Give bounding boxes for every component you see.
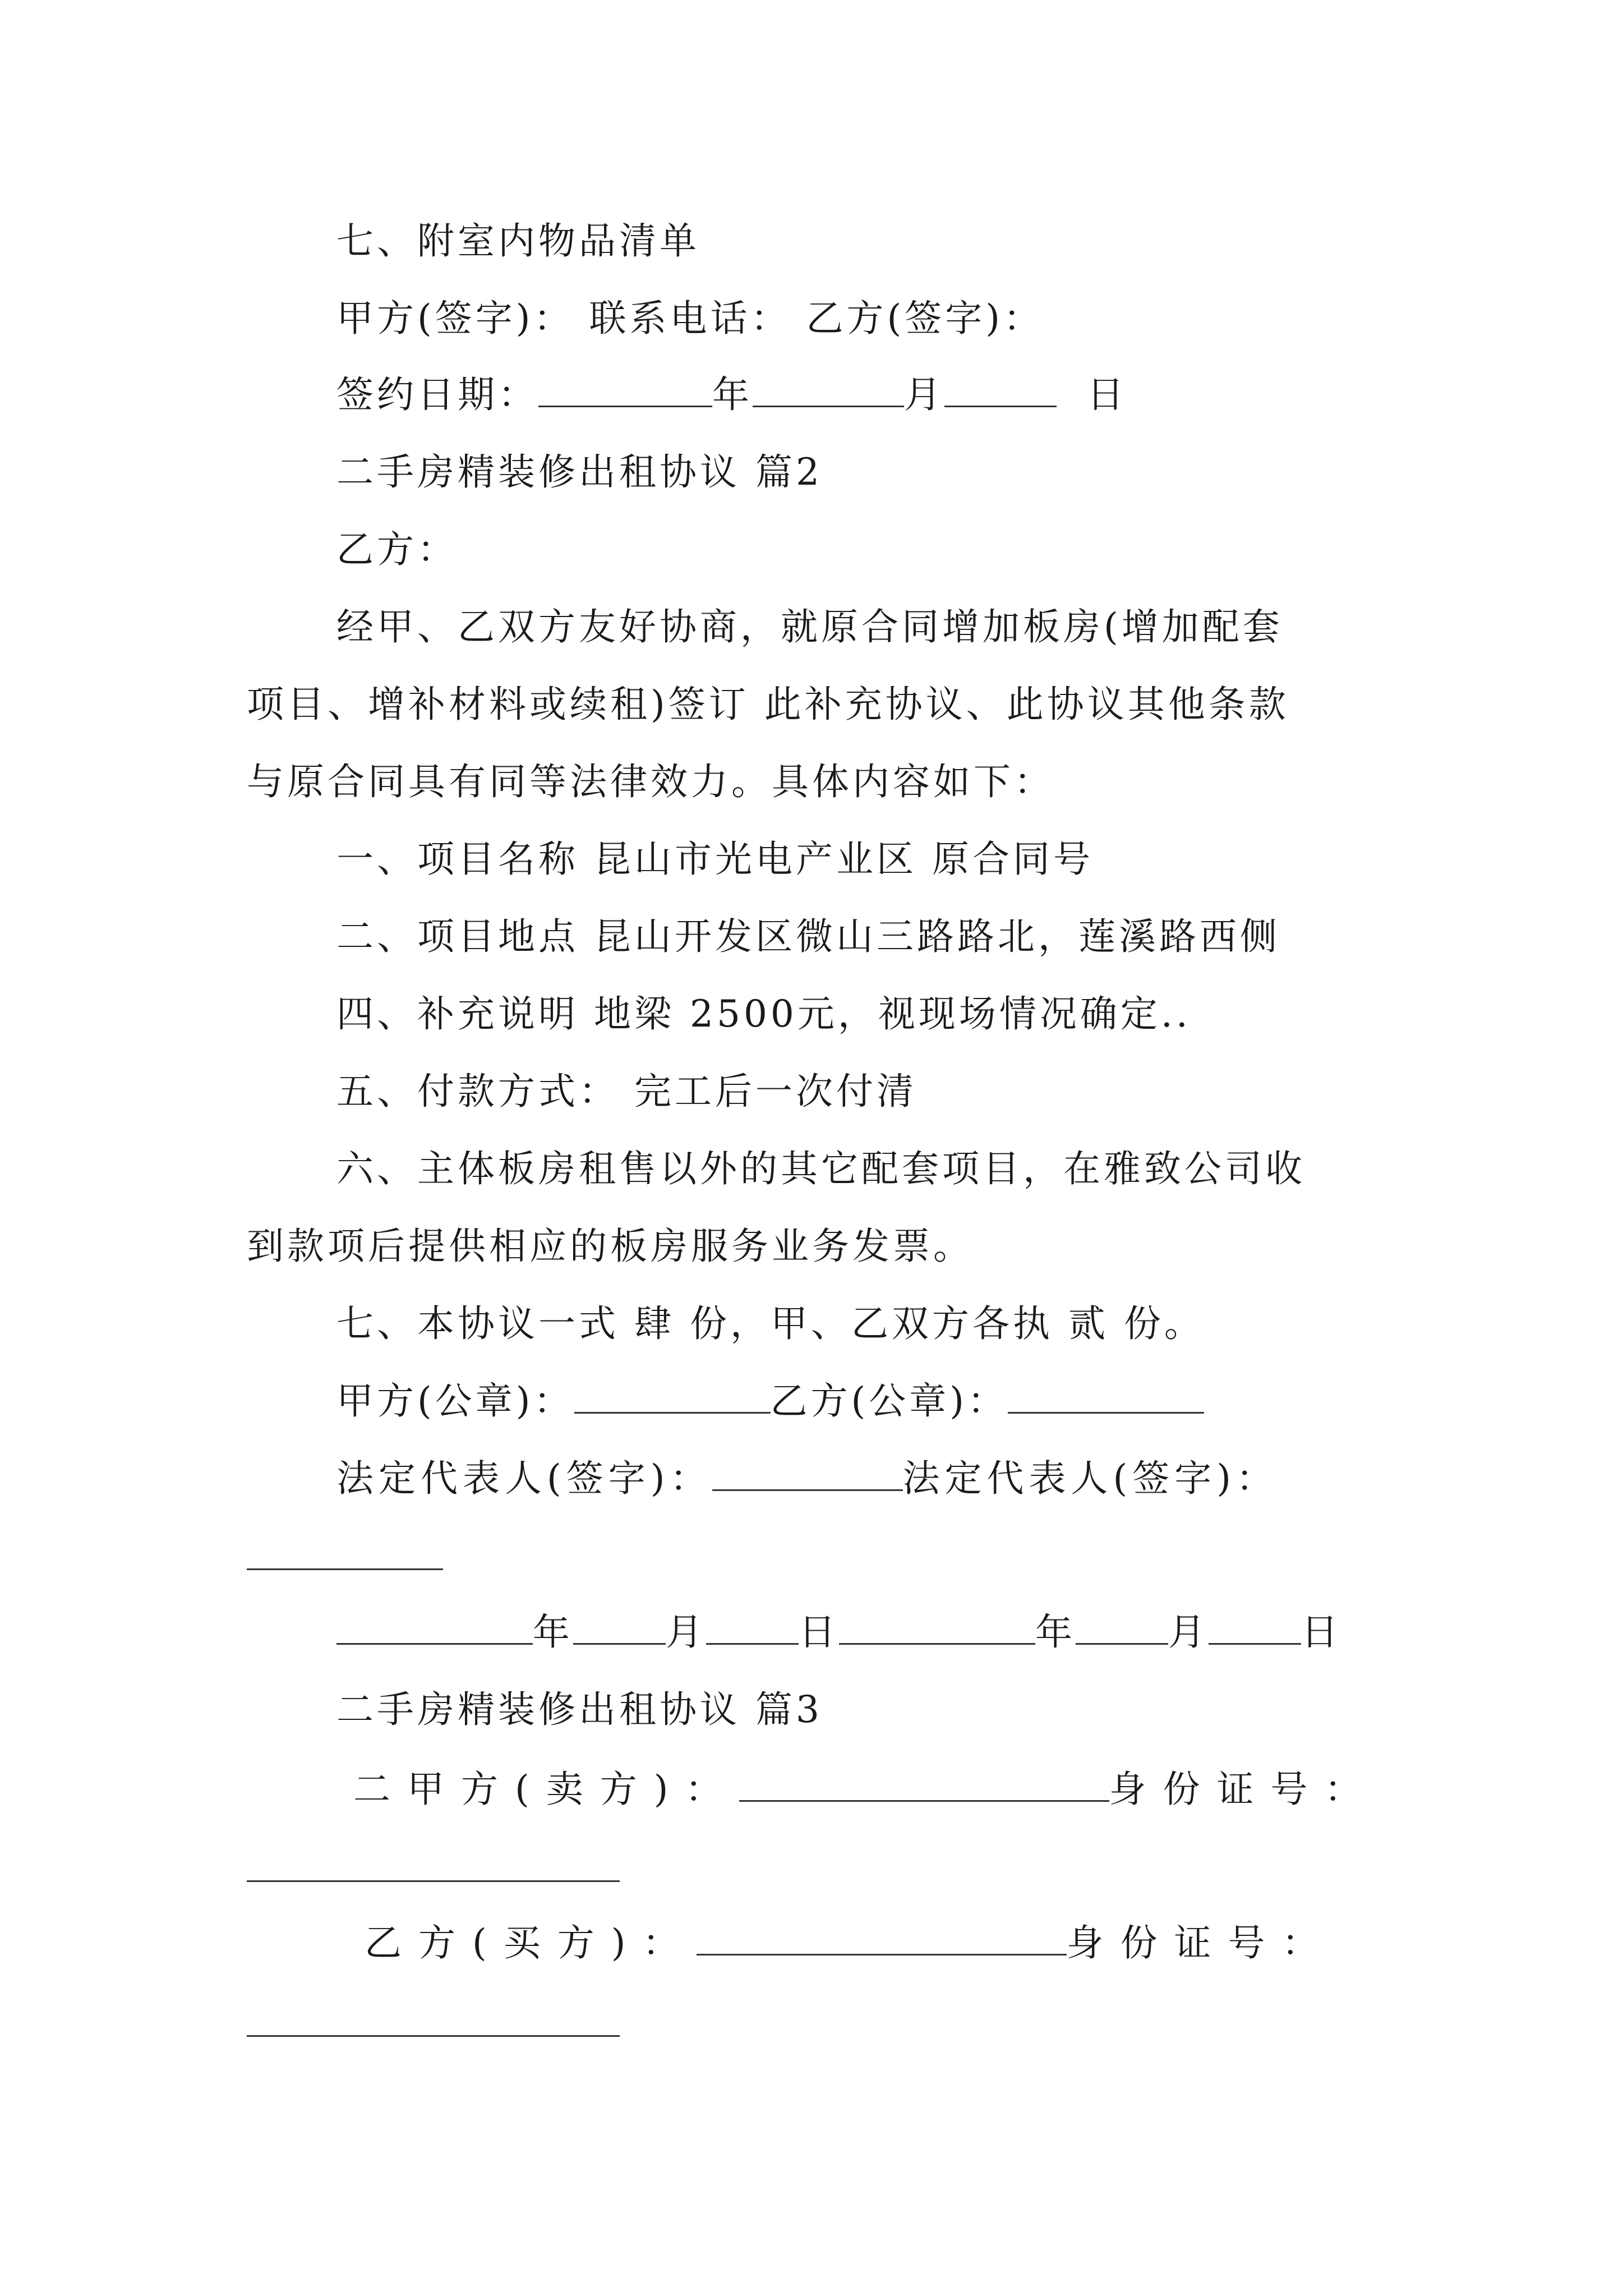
date-pair-line [336,1610,1341,1655]
item-4: 四、补充说明 地梁 2500元，视现场情况确定.. [336,992,1191,1036]
party-b-label: 乙方： [336,528,458,571]
blank-buyer-id [247,2035,620,2037]
seller-id-label: 身份证号： [1109,1768,1378,1811]
buyer-label: 乙方(买方)： [365,1921,697,1964]
seal-line [336,1379,1204,1424]
sign-date-line [336,372,1127,417]
blank-day-b [1209,1611,1301,1645]
blank-month-b [1076,1611,1168,1645]
item-2: 二、项目地点 昆山开发区微山三路路北，莲溪路西侧 [336,915,1280,958]
buyer-id-label: 身份证号： [1066,1921,1336,1964]
rep-a-label: 法定代表人(签字)： [336,1457,712,1500]
blank-rep-a [712,1457,903,1491]
paragraph-1-line-2: 项目、增补材料或续租)签订 此补充协议、此协议其他条款 [247,683,1289,726]
rep-line [336,1456,1278,1501]
blank-year-a [336,1611,533,1645]
sign-date-label: 签约日期： [336,373,538,416]
year-label-b: 年 [1035,1611,1076,1654]
seller-line [353,1767,1378,1812]
day-label: 日 [1086,373,1127,416]
paragraph-1-line-1: 经甲、乙双方友好协商，就原合同增加板房(增加配套 [336,605,1283,648]
blank-year [538,373,712,407]
signature-line: 甲方(签字)： 联系电话： 乙方(签字)： [336,297,1044,340]
blank-day [944,373,1057,407]
item-5: 五、付款方式： 完工后一次付清 [336,1070,917,1113]
item-7: 七、本协议一式 肆 份，甲、乙双方各执 贰 份。 [336,1302,1205,1345]
blank-seal-a [574,1379,771,1414]
blank-day-a [706,1611,799,1645]
section-7-heading: 七、附室内物品清单 [336,219,700,263]
paragraph-1-line-3: 与原合同具有同等法律效力。具体内容如下： [247,760,1054,803]
seller-label: 二甲方(卖方)： [353,1768,739,1811]
section-title-3: 二手房精装修出租协议 篇3 [336,1688,823,1731]
blank-seal-b [1008,1379,1204,1414]
blank-buyer [697,1921,1067,1955]
blank-seller-id [247,1880,620,1882]
month-label: 月 [904,373,944,416]
seal-a-label: 甲方(公章)： [336,1379,574,1423]
year-label-a: 年 [533,1611,573,1654]
month-label-b: 月 [1168,1611,1209,1654]
item-6-line-1: 六、主体板房租售以外的其它配套项目，在雅致公司收 [336,1147,1306,1190]
month-label-a: 月 [666,1611,706,1654]
day-label-b: 日 [1301,1611,1341,1654]
blank-year-b [839,1611,1035,1645]
seal-b-label: 乙方(公章)： [770,1379,1008,1423]
section-title-2: 二手房精装修出租协议 篇2 [336,450,823,494]
buyer-line [365,1921,1336,1966]
rep-b-label: 法定代表人(签字)： [902,1457,1278,1500]
blank-month-a [573,1611,666,1645]
year-label: 年 [712,373,753,416]
item-6-line-2: 到款项后提供相应的板房服务业务发票。 [247,1225,974,1268]
item-1: 一、项目名称 昆山市光电产业区 原合同号 [336,838,1094,881]
day-label-a: 日 [799,1611,839,1654]
blank-rep-b [247,1568,443,1570]
blank-seller [739,1768,1109,1802]
blank-month [753,373,904,407]
